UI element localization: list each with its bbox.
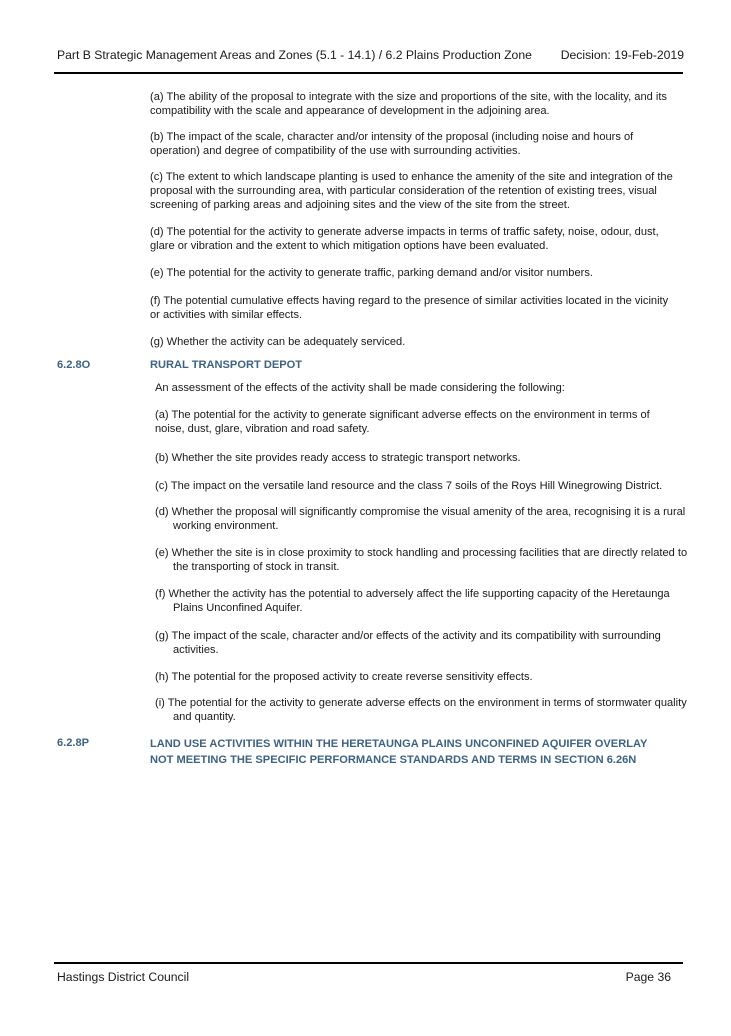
criterion-c: (c) The extent to which landscape planting is used to enhance the amenity of the site and integration of the proposal with the surrounding area, with particular consideration of the retention of existing trees, visual screening of parking areas and adjoining sites and the view of the site from the street. bbox=[150, 171, 673, 211]
criterion-e: (e) The potential for the activity to generate traffic, parking demand and/or visitor numbers. bbox=[150, 267, 593, 279]
footer-rule bbox=[54, 962, 683, 964]
depot-criterion-c: (c) The impact on the versatile land resource and the class 7 soils of the Roys Hill Winegrowing District. bbox=[155, 480, 663, 492]
criterion-d: (d) The potential for the activity to generate adverse impacts in terms of traffic safety, noise, odour, dust, glare or vibration and the extent to which mitigation options have been evaluated. bbox=[150, 226, 659, 252]
section-title-aquifer-overlay-line1: LAND USE ACTIVITIES WITHIN THE HERETAUNGA PLAINS UNCONFINED AQUIFER OVERLAY bbox=[150, 738, 648, 750]
criterion-f: (f) The potential cumulative effects having regard to the presence of similar activities located in the vicinity or activities with similar effects. bbox=[150, 295, 669, 321]
depot-criterion-d: (d) Whether the proposal will significantly compromise the visual amenity of the area, recognising it is a rural working environment. bbox=[155, 506, 686, 532]
section-title-rural-transport-depot: RURAL TRANSPORT DEPOT bbox=[150, 359, 303, 371]
criterion-g: (g) Whether the activity can be adequately serviced. bbox=[150, 336, 406, 348]
depot-criterion-b: (b) Whether the site provides ready access to strategic transport networks. bbox=[155, 452, 521, 464]
page-header bbox=[57, 48, 684, 62]
criterion-a: (a) The ability of the proposal to integrate with the size and proportions of the site, with the locality, and its compatibility with the scale and appearance of development in the adjoining area. bbox=[150, 91, 667, 117]
header-decision-date: Decision: 19-Feb-2019 bbox=[560, 48, 684, 62]
section-intro: An assessment of the effects of the activity shall be made considering the following: bbox=[155, 382, 565, 394]
header-title: Part B Strategic Management Areas and Zones (5.1 - 14.1) / 6.2 Plains Production Zone bbox=[57, 48, 532, 62]
criterion-b: (b) The impact of the scale, character and/or intensity of the proposal (including noise and hours of operation) and degree of compatibility of the use with surrounding activities. bbox=[150, 131, 634, 157]
depot-criterion-h: (h) The potential for the proposed activity to create reverse sensitivity effects. bbox=[155, 671, 533, 683]
depot-criterion-f: (f) Whether the activity has the potential to adversely affect the life supporting capacity of the Heretaunga Plains Unconfined Aquifer. bbox=[155, 588, 670, 614]
footer-page-number: Page 36 bbox=[625, 970, 671, 984]
section-number-6-2-8p: 6.2.8P bbox=[57, 737, 90, 749]
header-rule bbox=[54, 72, 683, 74]
section-number-6-2-8o: 6.2.8O bbox=[57, 359, 91, 371]
depot-criterion-a: (a) The potential for the activity to generate significant adverse effects on the environment in terms of noise, dust, glare, vibration and road safety. bbox=[155, 409, 650, 435]
section-title-aquifer-overlay-line2: NOT MEETING THE SPECIFIC PERFORMANCE STANDARDS AND TERMS IN SECTION 6.26N bbox=[150, 754, 637, 766]
footer-organisation: Hastings District Council bbox=[57, 970, 190, 984]
depot-criterion-e: (e) Whether the site is in close proximity to stock handling and processing facilities that are directly related to the transporting of stock in transit. bbox=[155, 547, 688, 573]
depot-criterion-g: (g) The impact of the scale, character and/or effects of the activity and its compatibility with surrounding activities. bbox=[155, 630, 661, 656]
depot-criterion-i: (i) The potential for the activity to generate adverse effects on the environment in terms of stormwater quality and quantity. bbox=[155, 697, 687, 723]
page-footer bbox=[57, 970, 671, 984]
